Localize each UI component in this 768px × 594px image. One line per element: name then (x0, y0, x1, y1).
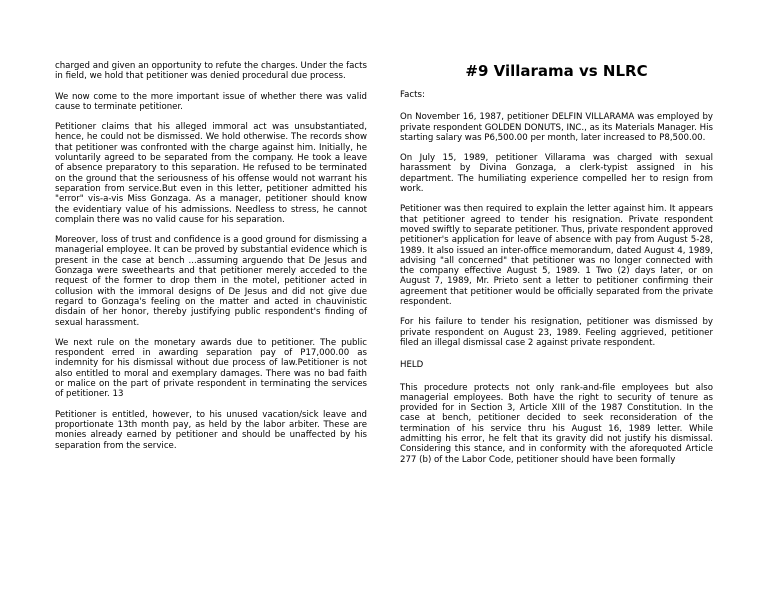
right-paragraph-facts-label: Facts: (400, 90, 425, 100)
left-paragraph-1: charged and given an opportunity to refute the charges. Under the facts in field, we hold that petitioner was denied procedural due process. (55, 61, 367, 82)
left-paragraph-3: Petitioner claims that his alleged immoral act was unsubstantiated, hence, he could not be dismissed. We hold otherwise. The records show that petitioner was confronted with the charge against him. Initially, he voluntarily agreed to be separated from the company. He took a leave of absence preparatory to this separation. He refused to be terminated on the ground that the seriousness of his offense would not warrant his separation from service.But even in this letter, petitioner admitted his "error" vis-a-vis Miss Gonzaga. As a manager, petitioner should know the evidentiary value of his admissions. Needless to stress, he cannot complain there was no valid cause for his separation. (55, 122, 367, 225)
left-paragraph-2: We now come to the more important issue of whether there was valid cause to terminate petitioner. (55, 91, 367, 112)
right-paragraph-5: This procedure protects not only rank-and-file employees but also managerial employees. Both have the right to security of tenure as provided for in Section 3, Article XIII of the 1987 Constitution. In the case at bench, petitioner decided to seek reconsideration of the termination of his service thru his August 16, 1989 letter. While admitting his error, he felt that its gravity did not justify his dismissal. Considering this stance, and in conformity with the aforequoted Article 277 (b) of the Labor Code, petitioner should have been formally (400, 382, 713, 465)
left-column (55, 61, 367, 451)
right-paragraph-3: Petitioner was then required to explain the letter against him. It appears that petitioner agreed to tender his resignation. Private respondent moved swiftly to separate petitioner. Thus, private respondent approved petitioner's application for leave of absence with pay from August 5-28, 1989. It also issued an inter-office memorandum, dated August 4, 1989, advising "all concerned" that petitioner was no longer connected with the company effective August 5, 1989. 1 Two (2) days later, or on August 7, 1989, Mr. Prieto sent a letter to petitioner confirming their agreement that petitioner would be officially separated from the private respondent. (400, 204, 713, 308)
right-paragraph-2: On July 15, 1989, petitioner Villarama was charged with sexual harassment by Divina Gonzaga, a clerk-typist assigned in his department. The humiliating experience compelled her to resign from work. (400, 153, 713, 195)
right-paragraph-1: On November 16, 1987, petitioner DELFIN VILLARAMA was employed by private respondent GOLDEN DONUTS, INC., as its Materials Manager. His starting salary was P6,500.00 per month, later increased to P8,500.00. (400, 112, 713, 143)
left-paragraph-6: Petitioner is entitled, however, to his unused vacation/sick leave and proportionate 13th month pay, as held by the labor arbiter. These are monies already earned by petitioner and should be unaffected by his separation from the service. (55, 409, 367, 451)
right-column (400, 62, 713, 465)
left-paragraph-5: We next rule on the monetary awards due to petitioner. The public respondent erred in awarding separation pay of P17,000.00 as indemnity for his dismissal without due process of law.Petitioner is not also entitled to moral and exemplary damages. There was no bad faith or malice on the part of private respondent in terminating the services of petitioner. 13 (55, 337, 367, 400)
left-paragraph-4: Moreover, loss of trust and confidence is a good ground for dismissing a managerial employee. It can be proved by substantial evidence which is present in the case at bench ...assuming arguendo that De Jesus and Gonzaga were sweethearts and that petitioner merely acceded to the request of the former to drop them in the motel, petitioner acted in collusion with the immoral designs of De Jesus and did not give due regard to Gonzaga's feeling on the matter and acted in chauvinistic disdain of her honor, thereby justifying public respondent's finding of sexual harassment. (55, 235, 367, 328)
right-paragraph-held-label: HELD (400, 360, 424, 371)
case-title: #9 Villarama vs NLRC (465, 62, 648, 80)
right-paragraph-4: For his failure to tender his resignation, petitioner was dismissed by private respondent on August 23, 1989. Feeling aggrieved, petitioner filed an illegal dismissal case 2 against private respondent. (400, 317, 713, 348)
